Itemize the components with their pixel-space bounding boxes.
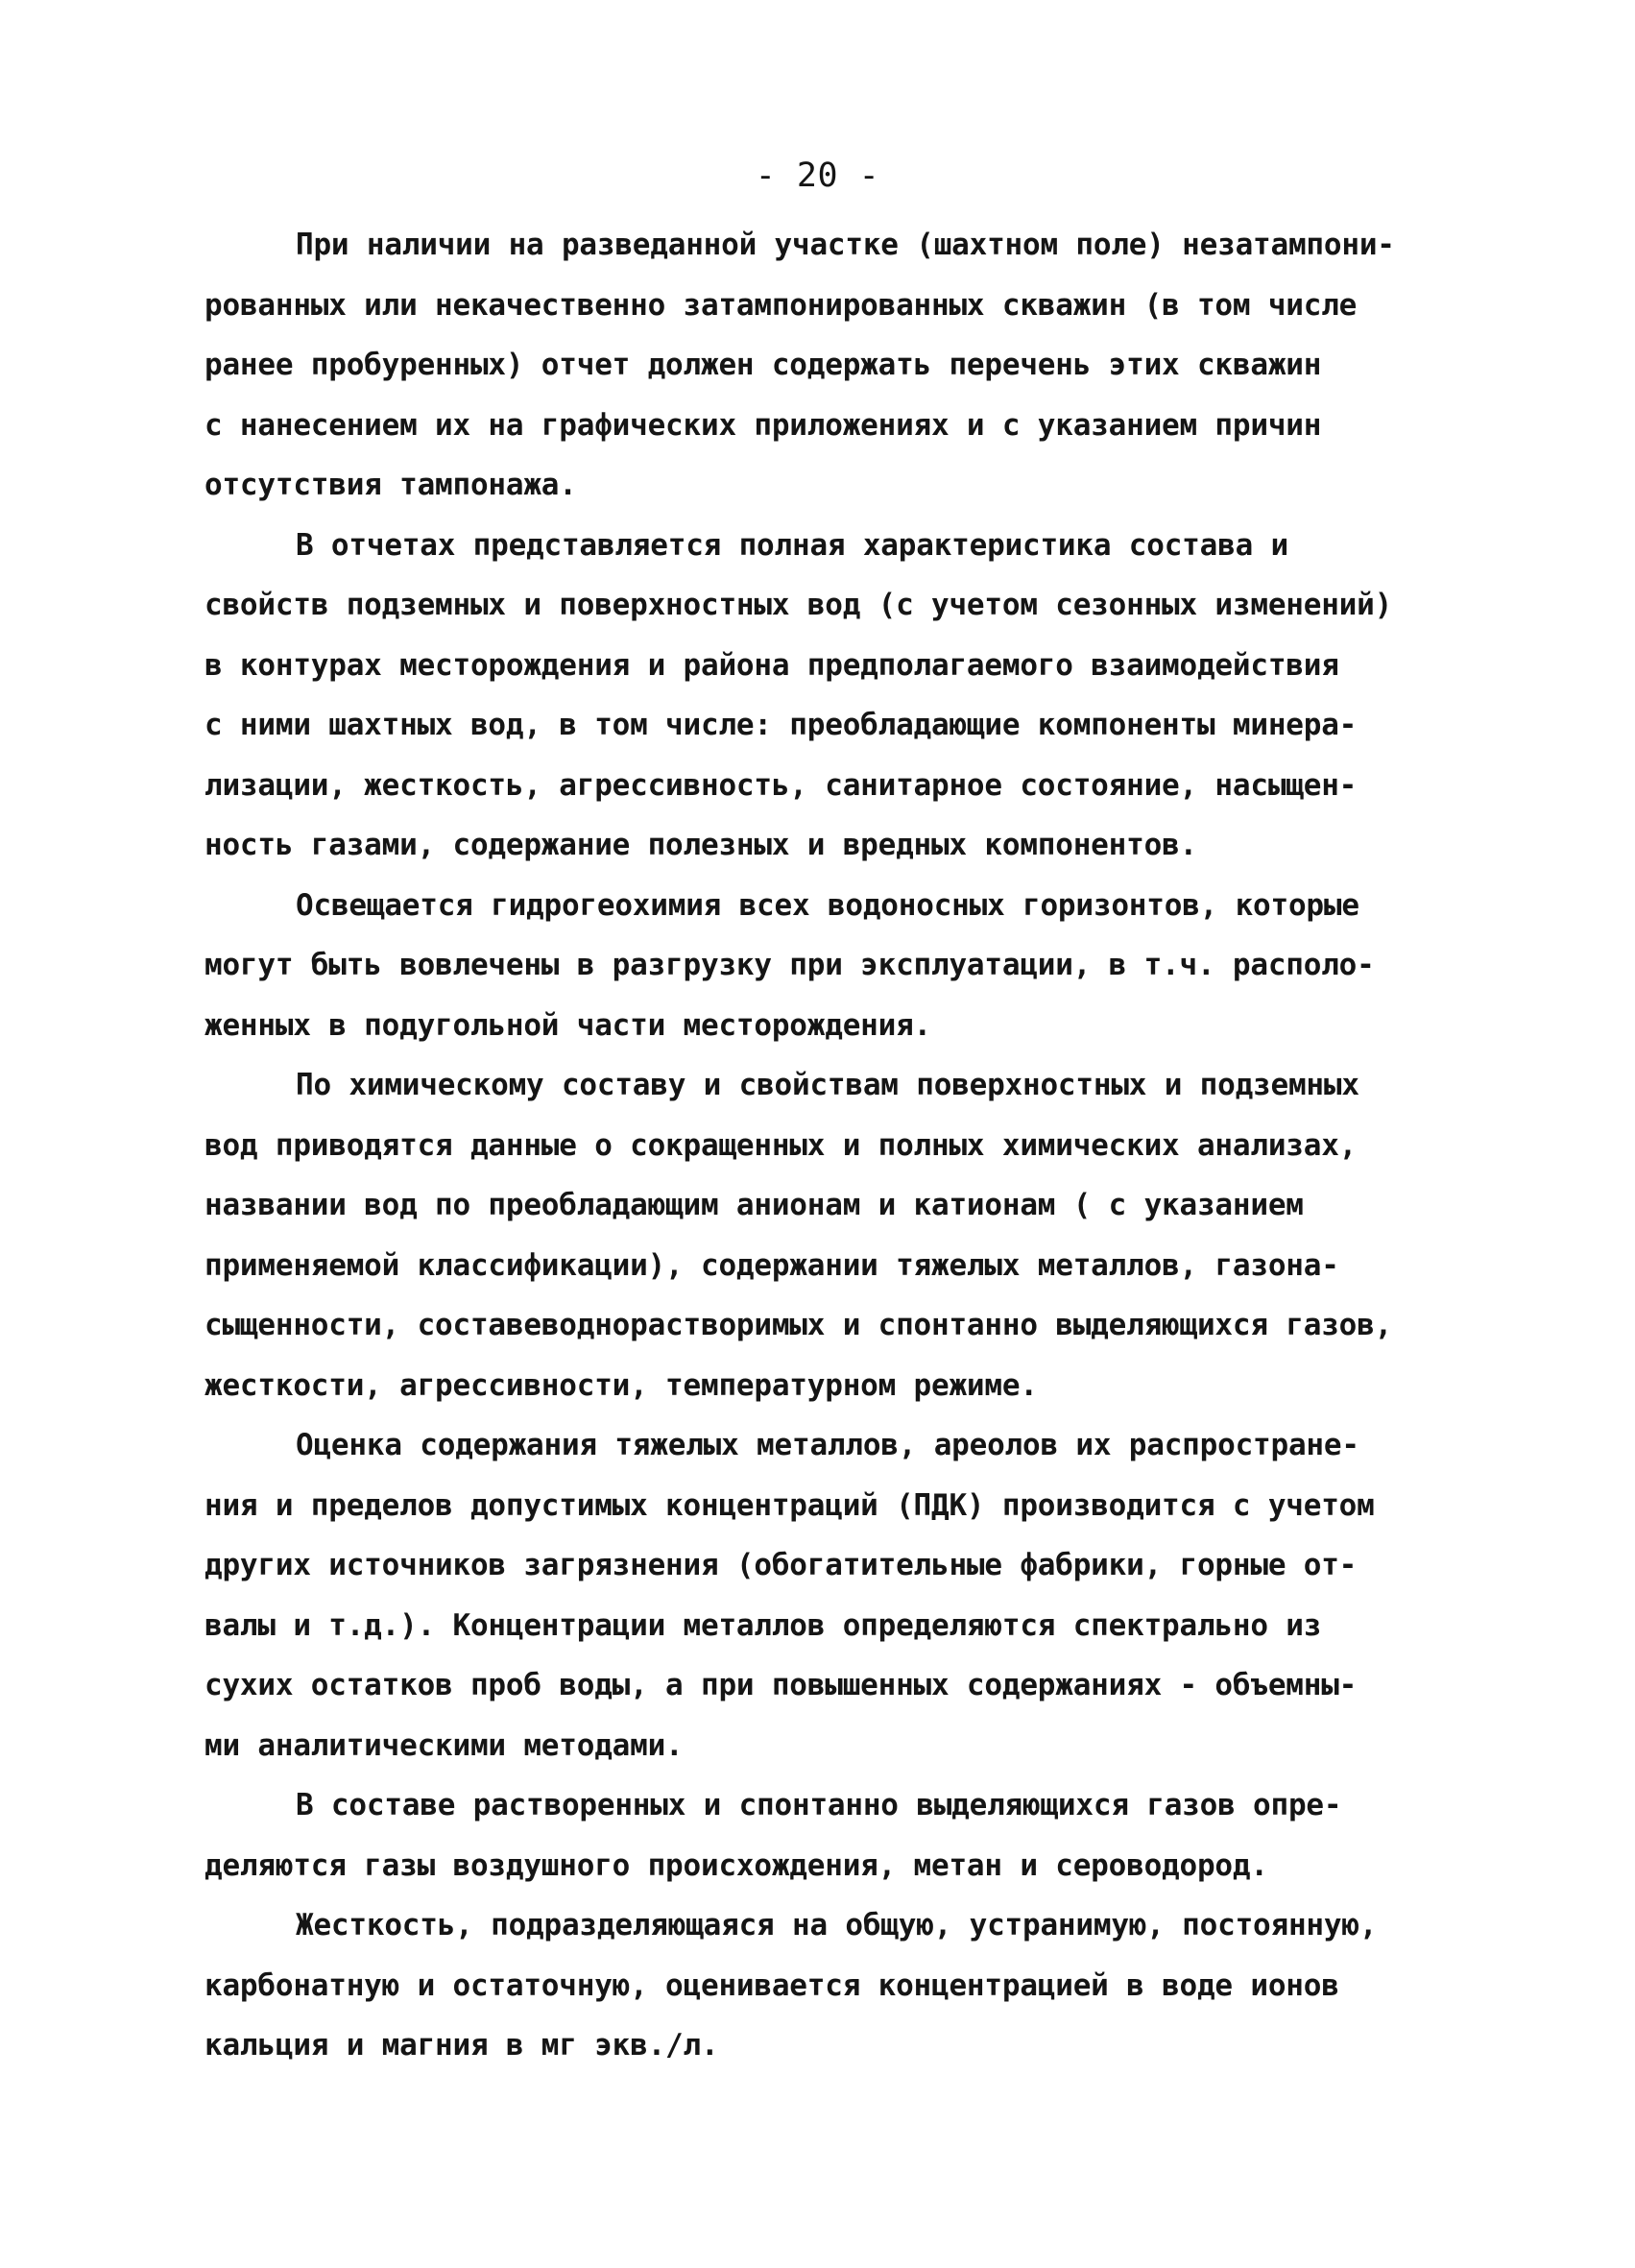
text-line: рованных или некачественно затампонированных скважин (в том числе: [204, 287, 1358, 323]
paragraph-heavy-metals: [204, 1415, 1453, 1775]
text-line: могут быть вовлечены в разгрузку при эксплуатации, в т.ч. располо-: [204, 948, 1375, 982]
text-line: карбонатную и остаточную, оценивается концентрацией в воде ионов: [204, 1967, 1339, 2003]
text-line: названии вод по преобладающим анионам и катионам ( с указанием: [204, 1188, 1304, 1222]
text-line: применяемой классификации), содержании тяжелых металлов, газона-: [204, 1247, 1339, 1283]
paragraph-hydrogeochemistry: [204, 876, 1453, 1056]
text-line: ния и пределов допустимых концентраций (ПДК) производится с учетом: [204, 1487, 1375, 1523]
text-line: сыщенности, составеводнорастворимых и спонтанно выделяющихся газов,: [204, 1308, 1393, 1342]
body-text: [204, 215, 1453, 2076]
text-line: ми аналитическими методами.: [204, 1727, 684, 1763]
paragraph-hardness: [204, 1895, 1453, 2076]
text-line: ность газами, содержание полезных и вредных компонентов.: [204, 828, 1197, 862]
text-line: Оценка содержания тяжелых металлов, ареолов их распростране-: [296, 1428, 1359, 1462]
text-line: Освещается гидрогеохимия всех водоносных горизонтов, которые: [296, 887, 1359, 923]
text-line: лизации, жесткость, агрессивность, санитарное состояние, насыщен-: [204, 767, 1358, 803]
text-line: женных в подугольной части месторождения.: [204, 1007, 932, 1043]
text-line: сухих остатков проб воды, а при повышенных содержаниях - объемны-: [204, 1668, 1358, 1702]
text-line: отсутствия тампонажа.: [204, 468, 577, 502]
text-line: деляются газы воздушного происхождения, метан и сероводород.: [204, 1847, 1268, 1883]
text-line: В отчетах представляется полная характеристика состава и: [296, 527, 1288, 563]
text-line: свойств подземных и поверхностных вод (с учетом сезонных изменений): [204, 588, 1393, 622]
text-line: валы и т.д.). Концентрации металлов определяются спектрально из: [204, 1607, 1322, 1643]
paragraph-gases: [204, 1775, 1453, 1895]
text-line: В составе растворенных и спонтанно выделяющихся газов опре-: [296, 1788, 1342, 1822]
text-line: По химическому составу и свойствам поверхностных и подземных: [296, 1068, 1359, 1102]
paragraph-water-characteristics: [204, 516, 1453, 876]
text-line: других источников загрязнения (обогатительные фабрики, горные от-: [204, 1548, 1358, 1582]
page-number: - 20 -: [755, 157, 880, 195]
text-line: При наличии на разведанной участке (шахтном поле) незатампони-: [296, 228, 1395, 262]
text-line: жесткости, агрессивности, температурном режиме.: [204, 1367, 1038, 1403]
text-line: Жесткость, подразделяющаяся на общую, устранимую, постоянную,: [296, 1908, 1378, 1942]
paragraph-unplugged-wells: [204, 215, 1453, 516]
text-line: с нанесением их на графических приложениях и с указанием причин: [204, 407, 1322, 443]
text-line: вод приводятся данные о сокращенных и полных химических анализах,: [204, 1127, 1358, 1163]
text-line: в контурах месторождения и района предполагаемого взаимодействия: [204, 647, 1339, 683]
text-line: кальция и магния в мг экв./л.: [204, 2028, 719, 2063]
paragraph-chemical-composition: [204, 1055, 1453, 1415]
text-line: ранее пробуренных) отчет должен содержать перечень этих скважин: [204, 348, 1322, 382]
text-line: с ними шахтных вод, в том числе: преобладающие компоненты минера-: [204, 708, 1358, 742]
